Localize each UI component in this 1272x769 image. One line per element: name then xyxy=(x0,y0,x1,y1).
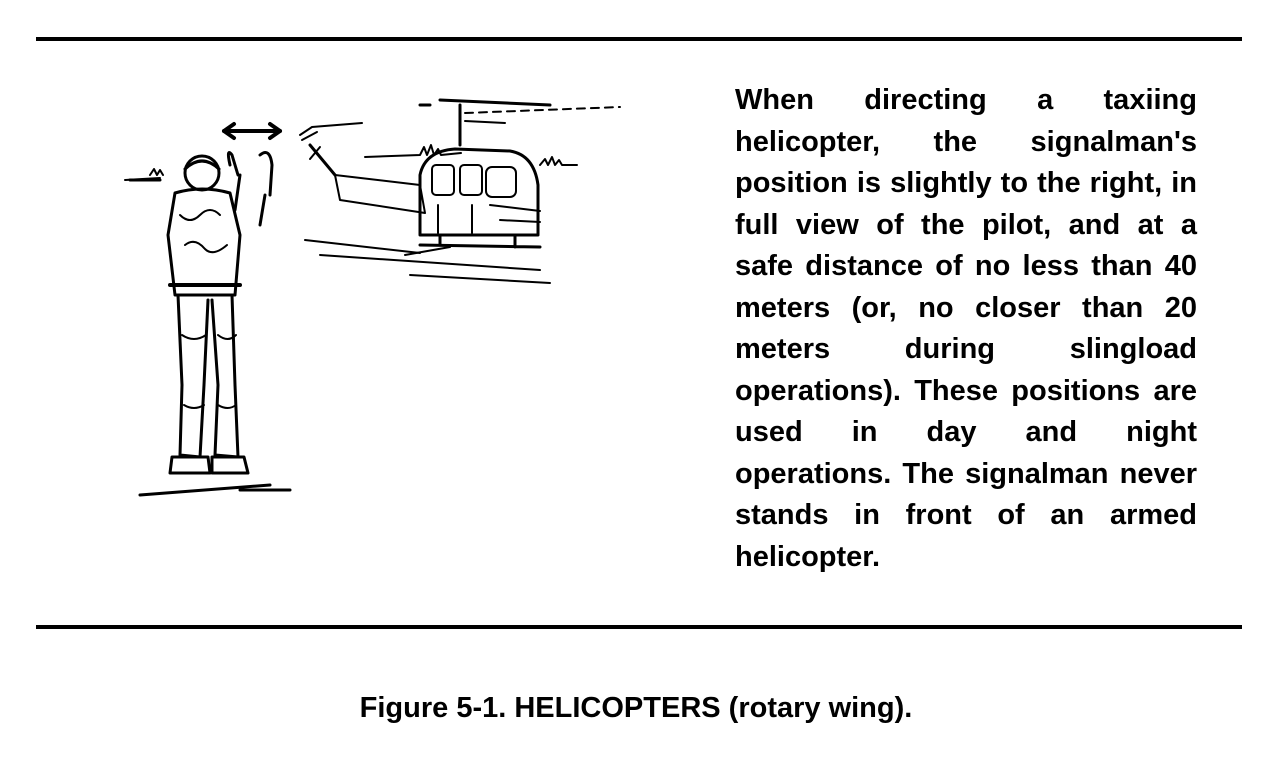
bottom-rule xyxy=(36,625,1242,629)
body-paragraph xyxy=(735,80,1197,578)
signalman-helicopter-illustration xyxy=(120,85,640,525)
figure-caption: Figure 5-1. HELICOPTERS (rotary wing). xyxy=(359,692,913,724)
top-rule xyxy=(36,37,1242,41)
body-paragraph-text: When directing a taxiing helicopter, the signalman's position is slightly to the right, in full view of the pilot, and at a safe distance of no less than 40 meters (or, no closer than 20 meters during slingload operations). These positions are used in day and night operations. The signalman never stands in front of an armed helicopter. xyxy=(735,84,1197,573)
